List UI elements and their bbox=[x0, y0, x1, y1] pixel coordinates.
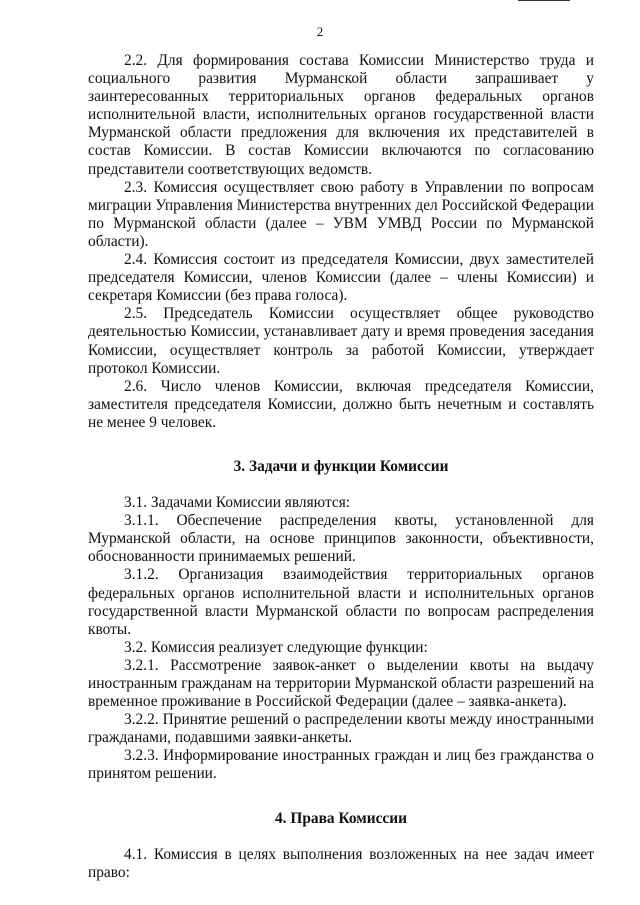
paragraph-3-1-1: 3.1.1. Обеспечение распределения квоты, установленной для Мурманской области, на основе принципов законности, объективности, обоснованности принимаемых решений. bbox=[88, 512, 594, 566]
paragraph-4-1: 4.1. Комиссия в целях выполнения возложенных на нее задач имеет право: bbox=[88, 845, 594, 881]
paragraph-2-4: 2.4. Комиссия состоит из председателя Комиссии, двух заместителей председателя Комиссии, членов Комиссии (далее – члены Комиссии) и секретаря Комиссии (без права голоса). bbox=[88, 251, 594, 305]
paragraph-3-1: 3.1. Задачами Комиссии являются: bbox=[124, 494, 351, 512]
paragraph-3-1-2: 3.1.2. Организация взаимодействия территориальных органов федеральных органов исполнительной власти и исполнительных органов государственной власти Мурманской области по вопросам распределения квоты. bbox=[88, 566, 594, 638]
paragraph-3-2-2: 3.2.2. Принятие решений о распределении квоты между иностранными гражданами, подавшими заявки-анкеты. bbox=[88, 711, 594, 747]
section-3-heading: 3. Задачи и функции Комиссии bbox=[233, 457, 449, 475]
paragraph-3-2-1: 3.2.1. Рассмотрение заявок-анкет о выделении квоты на выдачу иностранным гражданам на территории Мурманской области разрешений на временное проживание в Российской Федерации (далее – заявка-анкета). bbox=[88, 656, 594, 711]
paragraph-3-2-3: 3.2.3. Информирование иностранных граждан и лиц без гражданства о принятом решении. bbox=[88, 747, 594, 783]
paragraph-3-2: 3.2. Комиссия реализует следующие функции: bbox=[124, 638, 428, 656]
top-rule bbox=[518, 0, 570, 1]
paragraph-2-3: 2.3. Комиссия осуществляет свою работу в Управлении по вопросам миграции Управления Министерства внутренних дел Российской Федерации по Мурманской области (далее – УВМ УМВД России по Мурманской области). bbox=[88, 178, 594, 250]
document-body bbox=[88, 52, 594, 882]
section-4-heading: 4. Права Комиссии bbox=[274, 809, 407, 827]
page-number: 2 bbox=[316, 24, 324, 39]
paragraph-2-2: 2.2. Для формирования состава Комиссии Министерство труда и социального развития Мурманской области запрашивает у заинтересованных территориальных органов федеральных органов исполнительной власти, исполнительных органов государственной власти Мурманской области предложения для включения их представителей в состав Комиссии. В состав Комиссии включаются по согласованию представители соответствующих ведомств. bbox=[88, 52, 594, 178]
paragraph-2-6: 2.6. Число членов Комиссии, включая председателя Комиссии, заместителя председателя Комиссии, должно быть нечетным и составлять не менее 9 человек. bbox=[88, 377, 594, 431]
paragraph-2-5: 2.5. Председатель Комиссии осуществляет общее руководство деятельностью Комиссии, устанавливает дату и время проведения заседания Комиссии, осуществляет контроль за работой Комиссии, утверждает протокол Комиссии. bbox=[88, 305, 594, 377]
